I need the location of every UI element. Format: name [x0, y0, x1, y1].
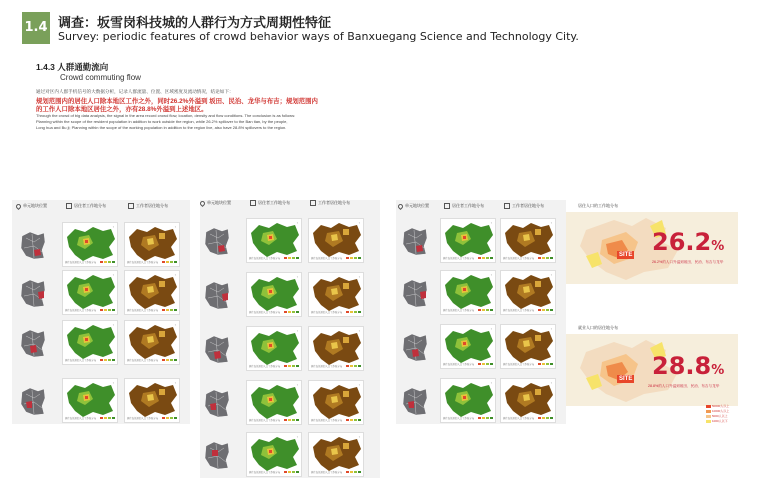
north-arrow-icon: ↑ [358, 383, 360, 387]
map-legend [162, 261, 177, 263]
legend-swatch [354, 365, 357, 367]
legend-swatch [482, 417, 485, 419]
resident-work-distribution-map [62, 270, 118, 315]
legend-swatch [112, 359, 115, 361]
map-caption: 居住在坂田的人口工作地分布 [127, 417, 159, 420]
legend-swatch [358, 257, 361, 259]
legend-swatch [542, 309, 545, 311]
legend-swatch [284, 257, 287, 259]
location-pin-icon [15, 202, 22, 209]
legend-swatch [354, 471, 357, 473]
district-location-map [402, 278, 428, 308]
map-caption: 居住在坂田的人口工作地分布 [311, 419, 343, 422]
resident-work-distribution-map [62, 378, 118, 423]
highlight-line-2: 的工作人口除本地区居住之外，亦有28.8%外溢到上述地区。 [36, 106, 208, 113]
map-legend [478, 363, 493, 365]
district-location-map [402, 226, 428, 256]
legend-swatch [174, 261, 177, 263]
legend-swatch [354, 257, 357, 259]
legend-swatch [100, 359, 103, 361]
north-arrow-icon: ↑ [296, 435, 298, 439]
resident-work-distribution-map [246, 326, 302, 371]
legend-swatch [538, 257, 541, 259]
north-arrow-icon: ↑ [174, 381, 176, 385]
legend-swatch [542, 363, 545, 365]
worker-inflow-title: 就业人口的居住地分布 [578, 325, 618, 330]
legend-swatch [162, 309, 165, 311]
legend-swatch [486, 257, 489, 259]
legend-swatch [358, 311, 361, 313]
map-legend [284, 257, 299, 259]
worker-live-distribution-map [124, 222, 180, 267]
worker-live-distribution-map [500, 218, 556, 263]
legend-swatch [538, 417, 541, 419]
legend-swatch [112, 417, 115, 419]
panel-header-resident-work-3: 居住者工作地分布 [444, 203, 484, 209]
district-location-map [402, 332, 428, 362]
legend-swatch [166, 359, 169, 361]
legend-swatch [166, 309, 169, 311]
north-arrow-icon: ↑ [112, 273, 114, 277]
legend-swatch [296, 419, 299, 421]
home-icon [504, 203, 510, 209]
legend-swatch [546, 257, 549, 259]
resident-outflow-percent: 26.2% [652, 228, 725, 256]
resident-work-distribution-map [440, 218, 496, 263]
map-legend [478, 417, 493, 419]
legend-swatch [486, 417, 489, 419]
legend-swatch [346, 365, 349, 367]
north-arrow-icon: ↑ [490, 221, 492, 225]
panel-header-worker-live-2: 工作者居住地分布 [310, 200, 350, 206]
legend-swatch [292, 365, 295, 367]
legend-swatch [108, 417, 111, 419]
district-location-map [204, 388, 230, 418]
location-pin-icon [199, 199, 206, 206]
english-paragraph-line-2: Planning within the scope of the resident population in addition to work outside the region, while 26.2% spillover to the Ban tian, by the people, [36, 119, 288, 124]
legend-swatch [288, 365, 291, 367]
map-legend [346, 419, 361, 421]
legend-swatch [542, 417, 545, 419]
legend-swatch [174, 309, 177, 311]
map-legend [284, 311, 299, 313]
intro-text: 通过对区内人群手机信号的大数据分析，记录人群流量、位置、区域密度及流动情况，结论如下： [36, 89, 234, 94]
north-arrow-icon: ↑ [174, 273, 176, 277]
panel-header-worker-live-1: 工作者居住地分布 [128, 203, 168, 209]
legend-swatch [486, 363, 489, 365]
legend-swatch [550, 309, 553, 311]
worker-site-label: SITE [619, 376, 633, 382]
section-number-badge: 1.4 [22, 12, 50, 44]
legend-swatch [112, 309, 115, 311]
legend-swatch [296, 471, 299, 473]
map-caption: 居住在坂田的人口工作地分布 [127, 309, 159, 312]
legend-swatch [108, 359, 111, 361]
map-legend [162, 309, 177, 311]
legend-swatch [350, 471, 353, 473]
section-title-en: Crowd commuting flow [60, 73, 141, 82]
legend-swatch [284, 419, 287, 421]
legend-swatch [478, 309, 481, 311]
map-legend [538, 363, 553, 365]
map-legend [162, 359, 177, 361]
legend-swatch [170, 417, 173, 419]
north-arrow-icon: ↑ [358, 435, 360, 439]
map-legend [538, 257, 553, 259]
map-caption: 居住在坂田的人口工作地分布 [127, 359, 159, 362]
map-caption: 居住在坂田的人口工作地分布 [311, 311, 343, 314]
resident-work-distribution-map [440, 324, 496, 369]
legend-swatch [100, 309, 103, 311]
density-legend-item: 1000人以下 [706, 419, 729, 424]
legend-swatch [538, 309, 541, 311]
legend-swatch [292, 471, 295, 473]
density-legend-item: 50000人以上 [706, 404, 729, 409]
worker-live-distribution-map [124, 270, 180, 315]
legend-swatch [478, 417, 481, 419]
map-caption: 居住在坂田的人口工作地分布 [65, 261, 97, 264]
legend-swatch [354, 311, 357, 313]
legend-swatch [538, 363, 541, 365]
map-caption: 居住在坂田的人口工作地分布 [443, 417, 475, 420]
page-title-en: Survey: periodic features of crowd behavior ways of Banxuegang Science and Technology City. [58, 30, 579, 43]
legend-swatch [358, 419, 361, 421]
map-legend [346, 471, 361, 473]
legend-swatch [104, 309, 107, 311]
district-location-map [20, 230, 46, 260]
legend-swatch [478, 363, 481, 365]
legend-swatch [550, 363, 553, 365]
map-caption: 居住在坂田的人口工作地分布 [311, 471, 343, 474]
north-arrow-icon: ↑ [174, 323, 176, 327]
north-arrow-icon: ↑ [112, 381, 114, 385]
legend-swatch [174, 417, 177, 419]
map-caption: 居住在坂田的人口工作地分布 [249, 257, 281, 260]
legend-swatch [162, 417, 165, 419]
north-arrow-icon: ↑ [550, 221, 552, 225]
map-caption: 居住在坂田的人口工作地分布 [503, 257, 535, 260]
resident-work-distribution-map [246, 432, 302, 477]
legend-swatch [346, 257, 349, 259]
legend-swatch [542, 257, 545, 259]
legend-swatch [358, 471, 361, 473]
north-arrow-icon: ↑ [296, 275, 298, 279]
district-location-map [204, 334, 230, 364]
density-legend-item: 5000人以上 [706, 414, 729, 419]
legend-swatch [346, 311, 349, 313]
resident-outflow-note: 26.2%的人口外溢到坂田、民治、布吉与龙华 [652, 260, 724, 264]
north-arrow-icon: ↑ [296, 329, 298, 333]
legend-swatch [100, 417, 103, 419]
legend-swatch [478, 257, 481, 259]
legend-swatch [284, 311, 287, 313]
worker-live-distribution-map [500, 378, 556, 423]
legend-swatch [108, 309, 111, 311]
district-location-map [204, 226, 230, 256]
resident-site-label: SITE [619, 252, 633, 258]
district-location-map [20, 328, 46, 358]
home-icon [250, 200, 256, 206]
legend-swatch [482, 363, 485, 365]
legend-swatch [170, 359, 173, 361]
map-caption: 居住在坂田的人口工作地分布 [443, 309, 475, 312]
worker-live-distribution-map [308, 432, 364, 477]
english-paragraph-line-3: Long hua and Bu ji; Planning within the scope of the working population in addition to the region live, also have 28.8% spillovers to the region. [36, 125, 287, 130]
resident-work-distribution-map [62, 222, 118, 267]
legend-swatch [296, 365, 299, 367]
legend-swatch [288, 311, 291, 313]
legend-swatch [174, 359, 177, 361]
north-arrow-icon: ↑ [550, 273, 552, 277]
page-title-cn: 调查：坂雪岗科技城的人群行为方式周期性特征 [58, 16, 332, 31]
map-legend [100, 417, 115, 419]
map-caption: 居住在坂田的人口工作地分布 [65, 309, 97, 312]
home-icon [128, 203, 134, 209]
district-location-map [204, 280, 230, 310]
legend-swatch [170, 261, 173, 263]
north-arrow-icon: ↑ [490, 273, 492, 277]
map-legend [346, 257, 361, 259]
legend-swatch [284, 365, 287, 367]
resident-work-distribution-map [440, 270, 496, 315]
legend-swatch [346, 471, 349, 473]
legend-swatch [550, 417, 553, 419]
panel-header-location-2: 单元地块位置 [200, 200, 231, 206]
worker-live-distribution-map [124, 320, 180, 365]
map-caption: 居住在坂田的人口工作地分布 [127, 261, 159, 264]
map-legend [346, 311, 361, 313]
north-arrow-icon: ↑ [296, 383, 298, 387]
panel-header-resident-work-1: 居住者工作地分布 [66, 203, 106, 209]
resident-work-distribution-map [246, 218, 302, 263]
map-caption: 居住在坂田的人口工作地分布 [249, 365, 281, 368]
map-legend [284, 365, 299, 367]
map-caption: 居住在坂田的人口工作地分布 [249, 471, 281, 474]
north-arrow-icon: ↑ [358, 275, 360, 279]
legend-swatch [546, 309, 549, 311]
legend-swatch [546, 417, 549, 419]
map-legend [478, 257, 493, 259]
density-legend-item: 10000人以上 [706, 409, 729, 414]
legend-swatch [296, 257, 299, 259]
resident-work-distribution-map [246, 380, 302, 425]
map-legend [100, 309, 115, 311]
panel-header-location-3: 单元地块位置 [398, 203, 429, 209]
map-legend [478, 309, 493, 311]
legend-swatch [358, 365, 361, 367]
legend-swatch [292, 257, 295, 259]
english-paragraph-line-1: Through the crowd of big data analysis, the signal in the area record crowd flow, location, density and flow conditions. The conclusion is as follows: [36, 113, 296, 118]
worker-live-distribution-map [308, 326, 364, 371]
map-legend [100, 359, 115, 361]
legend-swatch [550, 257, 553, 259]
panel-header-resident-work-2: 居住者工作地分布 [250, 200, 290, 206]
worker-live-distribution-map [500, 270, 556, 315]
north-arrow-icon: ↑ [112, 225, 114, 229]
home-icon [66, 203, 72, 209]
resident-outflow-title: 居住人口的工作地分布 [578, 203, 618, 208]
district-location-map [20, 386, 46, 416]
map-caption: 居住在坂田的人口工作地分布 [311, 365, 343, 368]
legend-swatch [296, 311, 299, 313]
legend-swatch [490, 363, 493, 365]
map-caption: 居住在坂田的人口工作地分布 [503, 309, 535, 312]
legend-swatch [170, 309, 173, 311]
worker-inflow-note: 28.8%的人口外溢到坂田、民治、布吉与龙华 [648, 384, 720, 388]
legend-swatch [490, 309, 493, 311]
legend-swatch [288, 257, 291, 259]
north-arrow-icon: ↑ [490, 381, 492, 385]
legend-swatch [292, 311, 295, 313]
legend-swatch [292, 419, 295, 421]
highlight-line-1: 规划范围内的居住人口除本地区工作之外，同时26.2%外溢到 坂田、民治、龙华与布吉；规划范围内 [36, 98, 318, 105]
legend-swatch [112, 261, 115, 263]
section-title-cn: 1.4.3 人群通勤流向 [36, 62, 109, 72]
legend-swatch [166, 417, 169, 419]
legend-swatch [490, 417, 493, 419]
north-arrow-icon: ↑ [296, 221, 298, 225]
legend-swatch [104, 359, 107, 361]
map-caption: 居住在坂田的人口工作地分布 [503, 363, 535, 366]
north-arrow-icon: ↑ [358, 221, 360, 225]
north-arrow-icon: ↑ [174, 225, 176, 229]
map-caption: 居住在坂田的人口工作地分布 [503, 417, 535, 420]
map-caption: 居住在坂田的人口工作地分布 [443, 363, 475, 366]
north-arrow-icon: ↑ [550, 381, 552, 385]
home-icon [310, 200, 316, 206]
worker-inflow-percent: 28.8% [652, 352, 725, 380]
worker-live-distribution-map [308, 218, 364, 263]
location-pin-icon [397, 202, 404, 209]
panel-header-location-1: 单元地块位置 [16, 203, 47, 209]
north-arrow-icon: ↑ [112, 323, 114, 327]
district-location-map [402, 386, 428, 416]
map-caption: 居住在坂田的人口工作地分布 [249, 311, 281, 314]
legend-swatch [104, 417, 107, 419]
legend-swatch [350, 311, 353, 313]
worker-live-distribution-map [308, 380, 364, 425]
north-arrow-icon: ↑ [358, 329, 360, 333]
legend-swatch [100, 261, 103, 263]
map-caption: 居住在坂田的人口工作地分布 [249, 419, 281, 422]
map-caption: 居住在坂田的人口工作地分布 [443, 257, 475, 260]
legend-swatch [108, 261, 111, 263]
map-caption: 居住在坂田的人口工作地分布 [65, 359, 97, 362]
map-legend [284, 419, 299, 421]
legend-swatch [482, 309, 485, 311]
map-legend [100, 261, 115, 263]
legend-swatch [490, 257, 493, 259]
legend-swatch [162, 261, 165, 263]
worker-live-distribution-map [308, 272, 364, 317]
resident-work-distribution-map [62, 320, 118, 365]
legend-swatch [350, 257, 353, 259]
map-legend [538, 417, 553, 419]
legend-swatch [288, 419, 291, 421]
legend-swatch [288, 471, 291, 473]
map-legend [284, 471, 299, 473]
map-legend [162, 417, 177, 419]
panel-header-worker-live-3: 工作者居住地分布 [504, 203, 544, 209]
density-legend [706, 404, 729, 424]
resident-work-distribution-map [246, 272, 302, 317]
map-caption: 居住在坂田的人口工作地分布 [65, 417, 97, 420]
worker-live-distribution-map [500, 324, 556, 369]
north-arrow-icon: ↑ [550, 327, 552, 331]
legend-swatch [350, 365, 353, 367]
district-location-map [20, 278, 46, 308]
legend-swatch [166, 261, 169, 263]
map-legend [346, 365, 361, 367]
map-caption: 居住在坂田的人口工作地分布 [311, 257, 343, 260]
legend-swatch [346, 419, 349, 421]
legend-swatch [104, 261, 107, 263]
legend-swatch [284, 471, 287, 473]
map-legend [538, 309, 553, 311]
north-arrow-icon: ↑ [490, 327, 492, 331]
worker-live-distribution-map [124, 378, 180, 423]
resident-work-distribution-map [440, 378, 496, 423]
home-icon [444, 203, 450, 209]
legend-swatch [350, 419, 353, 421]
district-location-map [204, 440, 230, 470]
legend-swatch [162, 359, 165, 361]
legend-swatch [354, 419, 357, 421]
legend-swatch [482, 257, 485, 259]
legend-swatch [486, 309, 489, 311]
legend-swatch [546, 363, 549, 365]
